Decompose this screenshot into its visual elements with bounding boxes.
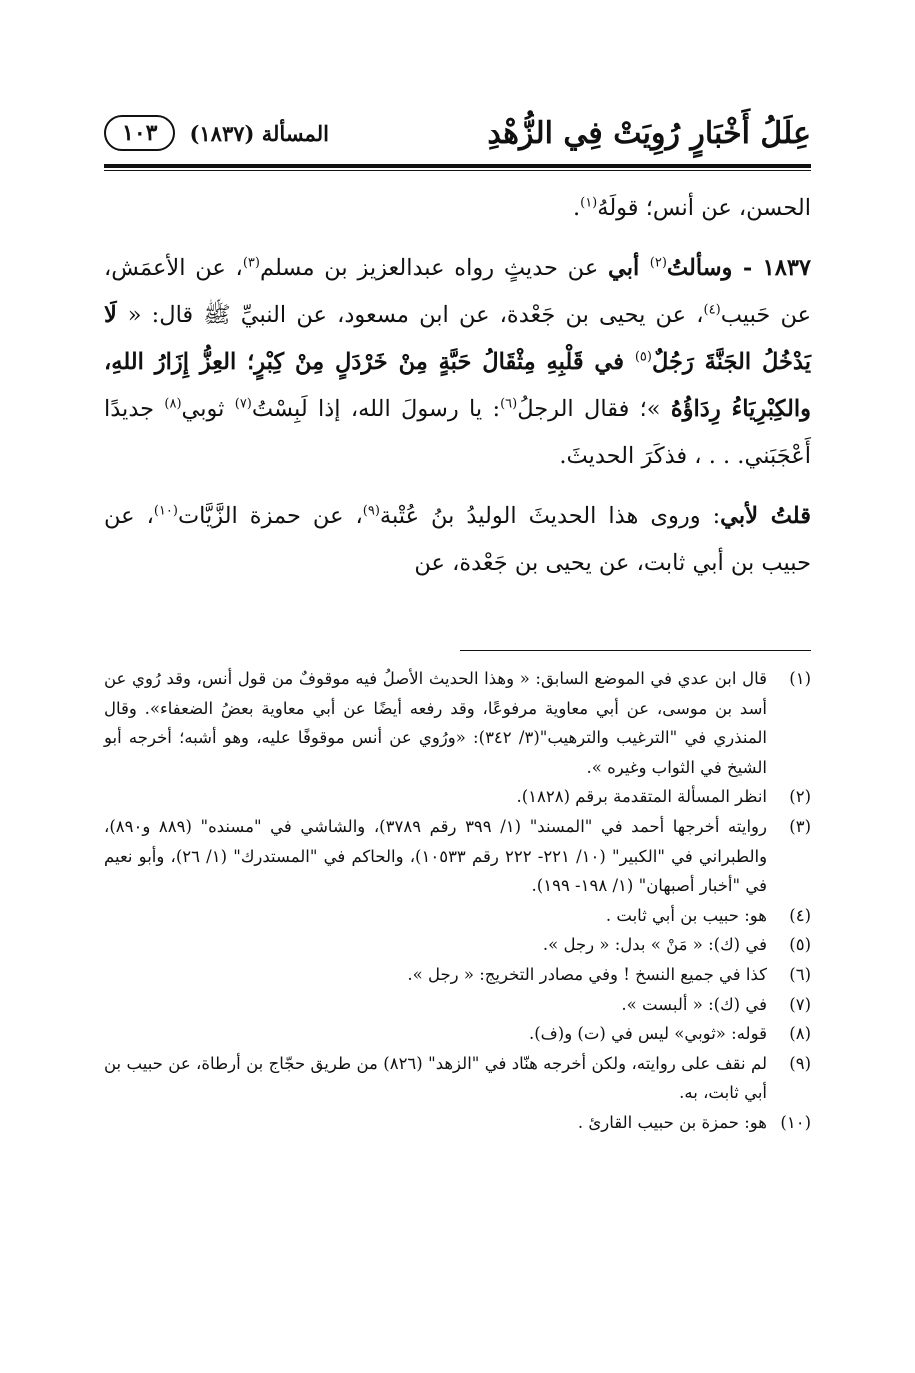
footnote-number: (٧)	[789, 994, 811, 1014]
text-run: ثوبي	[181, 396, 235, 422]
footnote-ref: (١٠)	[153, 503, 178, 519]
footnote-text: لم نقف على روايته، ولكن أخرجه هنّاد في "الزهد" (٨٢٦) من طريق حجّاج بن أرطاة، عن حبيب بن أبي ثابت، به.	[104, 1053, 768, 1103]
footnote-ref: (٩)	[362, 503, 380, 519]
footnote-separator	[460, 650, 811, 651]
text-run: : وروى هذا الحديثَ الوليدُ بنُ عُتْبة	[379, 503, 721, 529]
footnote-text: في (ك): « مَنْ » بدل: « رجل ».	[542, 935, 767, 955]
header-rule-thin	[104, 170, 811, 171]
page-header	[104, 108, 811, 158]
page-number-badge: ١٠٣	[104, 115, 175, 151]
footnote-number: (٥)	[789, 935, 811, 955]
issue-label: المسألة (١٨٣٧)	[189, 120, 329, 146]
text-run: ، عن الأعمَش، عن حَبيب	[104, 255, 811, 328]
footnote-ref: (٧)	[234, 396, 252, 412]
footnote-ref: (٣)	[242, 255, 260, 271]
footnote	[104, 930, 811, 960]
footnote-number: (٣)	[789, 816, 811, 836]
footnote	[104, 960, 811, 990]
text-run: الحسن، عن أنس؛ قولَهُ	[597, 195, 811, 221]
footnote	[104, 782, 811, 812]
text-run: .	[572, 195, 581, 221]
footnote-text: هو: حبيب بن أبي ثابت .	[605, 905, 767, 925]
text-run: »؛ فقال الرجلُ	[517, 396, 671, 422]
text-run: ، عن حبيب بن أبي ثابت، عن يحيى بن جَعْدة، عن	[104, 503, 811, 576]
footnote	[104, 1019, 811, 1049]
text-run: ، عن حمزة الزَّيَّات	[177, 503, 363, 529]
text-bold: أبي	[608, 255, 650, 281]
footnote-number: (٢)	[789, 787, 811, 807]
footnote-ref: (١)	[580, 195, 598, 211]
hadith-text-bold: لَا يَدْخُلُ الجَنَّةَ رَجُلٌ	[104, 302, 811, 375]
paragraph-continuation	[104, 185, 811, 232]
issue-number-bold: ١٨٣٧ - وسألتُ	[666, 255, 812, 281]
footnote-text: هو: حمزة بن حبيب القارئ .	[577, 1112, 767, 1132]
footnote	[104, 901, 811, 931]
footnote-ref: (٢)	[649, 255, 667, 271]
text-run: ، عن يحيى بن جَعْدة، عن ابن مسعود، عن النبيِّ ﷺ قال: «	[127, 302, 704, 328]
text-run: جديدًا أَعْجَبَني. . . ، فذكَرَ الحديثَ.	[104, 396, 811, 469]
text-bold: قلتُ لأبي	[720, 503, 812, 529]
footnote-text: قوله: «ثوبي» ليس في (ت) و(ف).	[528, 1024, 767, 1044]
footnote-number: (٤)	[789, 905, 811, 925]
footnote-text: انظر المسألة المتقدمة برقم (١٨٢٨).	[516, 787, 767, 807]
footnote-ref: (٦)	[500, 396, 518, 412]
text-run: : يا رسولَ الله، إذا لَبِسْتُ	[251, 396, 501, 422]
text-run: عن حديثٍ رواه عبدالعزيز بن مسلم	[259, 255, 609, 281]
footnote-ref: (٥)	[634, 349, 652, 365]
footnote-text: روايته أخرجها أحمد في "المسند" (١/ ٣٩٩ رقم ٣٧٨٩)، والشاشي في "مسنده" (٨٨٩ و٨٩٠)، والطبراني في "الكبير" (١٠/ ٢٢١- ٢٢٢ رقم ١٠٥٣٣)، والحاكم في "المستدرك" (١/ ٢٦)، وأبو نعيم في "أخبار أصبهان" (١/ ١٩٨- ١٩٩).	[104, 816, 768, 896]
paragraph-question	[104, 245, 811, 480]
main-text	[104, 185, 811, 587]
footnote	[104, 990, 811, 1020]
footnote	[104, 812, 811, 901]
paragraph-answer	[104, 493, 811, 587]
footnote-text: قال ابن عدي في الموضع السابق: « وهذا الحديث الأصلُ فيه موقوفٌ من قول أنس، وقد رُوي عن أسد بن موسى، عن أبي معاوية مرفوعًا، وقد رفعه أيضًا عن أبي معاوية بعضُ الضعفاء». وقال المنذري في "الترغيب والترهيب"(٣/ ٣٤٢): «ورُوي عن أنس موقوفًا عليه، وهو أشبه؛ أخرجه أبو الشيخ في الثواب وغيره ».	[104, 669, 767, 777]
hadith-text-bold: في قَلْبِهِ مِثْقَالُ حَبَّةٍ مِنْ خَرْدَلٍ مِنْ كِبْرٍ؛ العِزُّ إِزَارُ اللهِ، والكِبْرِيَاءُ رِدَاؤُهُ	[104, 349, 811, 422]
footnote-text: كذا في جميع النسخ ! وفي مصادر التخريج: « رجل ».	[407, 964, 767, 984]
footnote-number: (٩)	[789, 1053, 811, 1073]
footnote-number: (١)	[789, 669, 811, 688]
footnote-number: (٨)	[789, 1024, 811, 1044]
footnote-number: (١٠)	[780, 1112, 811, 1132]
header-issue-group	[104, 115, 329, 151]
footnote-ref: (٤)	[703, 302, 721, 318]
footnotes	[104, 664, 811, 1138]
footnote-text: في (ك): « ألبست ».	[621, 994, 767, 1014]
footnote-number: (٦)	[789, 964, 811, 984]
book-title: عِلَلُ أَخْبَارٍ رُوِيَتْ فِي الزُّهْدِ	[487, 115, 811, 151]
footnote	[104, 1108, 811, 1138]
footnote-ref: (٨)	[164, 396, 182, 412]
footnote	[104, 1049, 811, 1108]
header-rule-thick	[104, 164, 811, 168]
footnote	[104, 664, 811, 782]
